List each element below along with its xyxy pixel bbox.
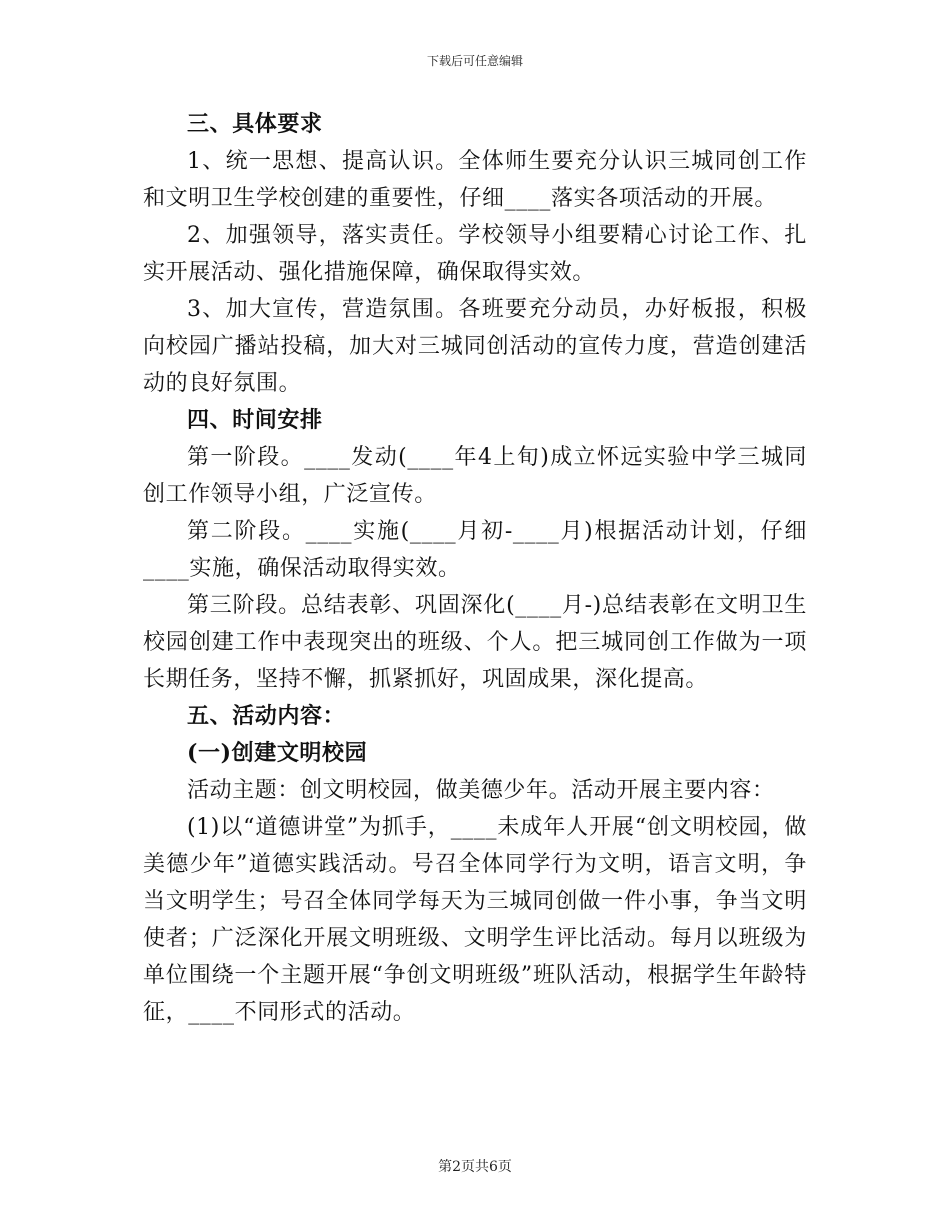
- paragraph-activity-theme: 活动主题：创文明校园，做美德少年。活动开展主要内容：: [187, 778, 775, 803]
- subsection-heading-civilized-campus: (一)创建文明校园: [187, 740, 368, 766]
- paragraph-activity-item-1: (1)以“道德讲堂”为抓手，____未成年人开展“创文明校园，做美德少年”道德实践活动。号召全体同学行为文明，语言文明，争当文明学生；号召全体同学每天为三城同创做一件小事，争当文明使者；广泛深化开展文明班级、文明学生评比活动。每月以班级为单位围绕一个主题开展“争创文明班级”班队活动，根据学生年龄特征，____不同形式的活动。: [143, 815, 807, 1025]
- section-heading-requirements: 三、具体要求: [187, 111, 323, 137]
- paragraph-requirement-1: 1、统一思想、提高认识。全体师生要充分认识三城同创工作和文明卫生学校创建的重要性，仔细____落实各项活动的开展。: [143, 149, 807, 211]
- paragraph-requirement-2: 2、加强领导，落实责任。学校领导小组要精心讨论工作、扎实开展活动、强化措施保障，确保取得实效。: [143, 223, 807, 285]
- section-heading-activities: 五、活动内容：: [187, 703, 346, 729]
- section-heading-schedule: 四、时间安排: [187, 407, 323, 433]
- page-footer: 第2页共6页: [438, 1159, 512, 1175]
- paragraph-requirement-3: 3、加大宣传，营造氛围。各班要充分动员，办好板报，积极向校园广播站投稿，加大对三城同创活动的宣传力度，营造创建活动的良好氛围。: [143, 297, 807, 396]
- paragraph-stage-1: 第一阶段。____发动(____年4上旬)成立怀远实验中学三城同创工作领导小组，广泛宣传。: [143, 445, 807, 507]
- page-header: 下载后可任意编辑: [426, 54, 523, 68]
- paragraph-stage-2: 第二阶段。____实施(____月初-____月)根据活动计划，仔细____实施，确保活动取得实效。: [143, 519, 807, 581]
- paragraph-stage-3: 第三阶段。总结表彰、巩固深化(____月-)总结表彰在文明卫生校园创建工作中表现突出的班级、个人。把三城同创工作做为一项长期任务，坚持不懈，抓紧抓好，巩固成果，深化提高。: [143, 593, 807, 692]
- document-body: [143, 106, 807, 1031]
